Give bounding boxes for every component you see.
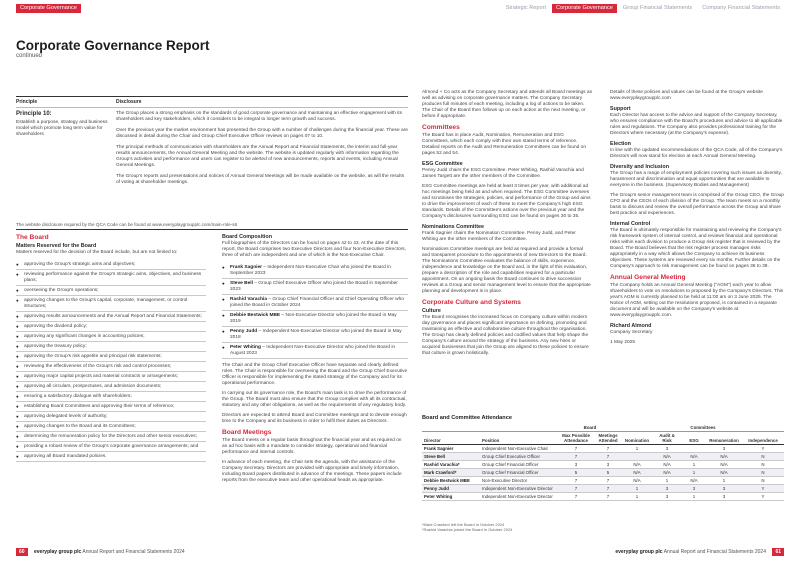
cell-value: 7 xyxy=(594,485,622,493)
cell-value: 1 xyxy=(622,493,652,501)
cell-value: 3 xyxy=(652,485,682,493)
table-row xyxy=(422,469,784,477)
diversity-paragraph: The Group's senior management team is comprised of the Group CEO, the Group CFO and the CEOs of each division of the Group. The team meets on a monthly basis to discuss and review the overall performance across the Group and share best practice and experiences. xyxy=(610,193,784,216)
director-item xyxy=(222,327,408,343)
cell-value: Y xyxy=(742,485,784,493)
director-desc: – Group Chief Executive Officer who joined the Board in September 2023 xyxy=(230,280,398,292)
list-item: ● approving the treasury policy; xyxy=(16,342,206,352)
cell-value: Y xyxy=(742,493,784,501)
director-desc: – Non-Executive Director who joined the Board in May 2019 xyxy=(230,312,397,324)
disclosure-paragraph: The Group's reports and presentations and notices of Annual General Meetings will be made available on the website, as will the results of voting at shareholder meetings. xyxy=(116,174,405,185)
cell-value: 3 xyxy=(594,461,622,469)
director-item xyxy=(222,343,408,359)
col-remuneration: Remuneration xyxy=(706,432,742,445)
disclosure-cell xyxy=(116,111,408,229)
cell-value: 1 xyxy=(622,485,652,493)
company-secretary-text: Almond + Co acts as the Company Secretary and attends all Board meetings as well as advising on corporate governance matters. The Company Secretary produces full minutes of each meeting, including a log of actions to be taken. The Chair of the Board then follows up on each action at the next meeting, or before if appropriate. xyxy=(422,90,592,119)
nominations-heading: Nominations Committee xyxy=(422,224,484,230)
cell-value: N/A xyxy=(622,461,652,469)
director-name: Steve Bell xyxy=(230,280,253,286)
agm-heading: Annual General Meeting xyxy=(610,274,686,281)
signatory-name: Richard Almond xyxy=(610,323,652,329)
attendance-notes xyxy=(422,522,512,532)
cell-value xyxy=(682,445,706,453)
cell-value: 1 xyxy=(682,461,706,469)
cell-position: Non-Executive Director xyxy=(480,477,558,485)
col-meetings-attended: Meetings Attended xyxy=(594,432,622,445)
attendance-note: *Rashid Varachia joined the Board in October 2024 xyxy=(422,527,513,533)
disclosure-paragraph: The principal methods of communication with shareholders are the Annual Report and Financial Statements, the interim and full-year results announcements, the Annual General Meeting and the website. The website is updated regularly with information regarding the Group's activities and performance and users can register to be alerted of new announcements, reports and events, including Annual General Meetings. xyxy=(116,145,399,168)
cell-value: 3 xyxy=(652,445,682,453)
col-independence: Independence xyxy=(742,432,784,445)
election-heading: Election xyxy=(610,141,631,147)
cell-value xyxy=(622,453,652,461)
list-item: ● ensuring a satisfactory dialogue with shareholders; xyxy=(16,392,206,402)
table-row xyxy=(422,453,784,461)
list-item: ● approving the Group's risk appetite and principal risk statements; xyxy=(16,352,206,362)
cell-value: 5 xyxy=(558,469,594,477)
section-heading-board: The Board xyxy=(16,234,49,241)
list-item: ● approving major capital projects and material contracts or arrangements; xyxy=(16,372,206,382)
principle-text: Establish a purpose, strategy and business model which promote long term value for shareholders xyxy=(16,120,108,137)
attendance-table xyxy=(422,424,784,501)
cell-value: 3 xyxy=(558,461,594,469)
footer-text-left xyxy=(34,548,185,556)
agm-text: The Company holds an Annual General Meeting ("AGM") each year to allow shareholders to vote on resolutions to proposed by the Company's Directors. This year's AGM is currently planned to be held at 11:00 am on 3 June 2025. The Notice of AGM, setting out the resolutions proposed, is contained in a separate document and will be available on the Company's website at www.everyplaygroupplc.com. xyxy=(610,283,784,318)
page-number-left: 60 xyxy=(16,548,28,556)
footer-brand: everyplay group plc xyxy=(34,549,82,555)
election-text: In line with the updated recommendations of the QCA Code, all of the Company's Directors will now stand for election at each Annual General Meeting. xyxy=(610,148,783,159)
signatory-role: Company Secretary xyxy=(610,330,653,335)
principle-table xyxy=(16,96,408,230)
director-item xyxy=(222,295,408,311)
cell-value: N/A xyxy=(706,453,742,461)
signatory-date: 1 May 2025 xyxy=(610,340,636,345)
list-item: ● providing a robust review of the Group's corporate governance arrangements; and xyxy=(16,442,206,452)
director-name: Penny Judd xyxy=(230,328,258,334)
policies-column xyxy=(610,90,785,350)
group-board: Board xyxy=(558,424,622,432)
board-column xyxy=(16,234,206,462)
cell-value: 7 xyxy=(594,477,622,485)
esg-paragraph: ESG Committee meetings are held at least 3 times per year, with additional ad hoc meetings being held as and when required. The ESG Committee oversees and scrutinises the strategies, policies, and performance of the Group and aims to drive the improvement of each of these to meet the Company's high ESG standards. Details of the Committee's actions over the previous year and the Company's disclosures surrounding ESG can be found on pages 30 to 35. xyxy=(422,184,591,219)
cell-director: Steve Bell xyxy=(422,453,480,461)
col-esg: ESG xyxy=(682,432,706,445)
meetings-paragraph: The Board meets on a regular basis throughout the financial year and as required on an ad hoc basis with a mandate to consider strategy, operational and financial performance and internal controls. xyxy=(222,438,402,455)
list-item: ● overseeing the Group's operations; xyxy=(16,286,206,296)
nominations-paragraph: Frank Sagnier chairs the Nomination Committee. Penny Judd, and Peter Whiting are the other members of the Committee. xyxy=(422,231,576,242)
page-title: Corporate Governance Report xyxy=(16,38,210,53)
cell-director: Rashid Varachia* xyxy=(422,461,480,469)
cell-position: Independent Non-Executive Director xyxy=(480,485,558,493)
cell-value: 5 xyxy=(594,469,622,477)
col-max-attendance: Max Possible Attendance xyxy=(558,432,594,445)
cell-value: 7 xyxy=(558,453,594,461)
matters-list xyxy=(16,260,206,462)
col-disclosure: Disclosure xyxy=(116,99,142,105)
committees-text: The Board has in place Audit, Nomination, Remuneration and ESG Committees, which each comply with their own stated terms of reference. Detailed reports on the Audit and Remuneration Committees can be found on pages 52 and 54. xyxy=(422,133,586,156)
cell-value: Y xyxy=(742,445,784,453)
cell-value: N/A xyxy=(622,477,652,485)
website-disclosure-note: The website disclosure required by the QCA Code can be found at www.everyplaygroupplc.com/main-role-s6 xyxy=(16,222,238,227)
matters-intro: Matters reserved for the decision of the Board include, but are not limited to: xyxy=(16,250,178,255)
cell-value: 3 xyxy=(706,493,742,501)
group-spacer xyxy=(422,424,558,432)
footer-text-right xyxy=(615,548,766,556)
cell-value: N/A xyxy=(652,461,682,469)
principle-row xyxy=(16,108,408,230)
director-name: Frank Sagnier xyxy=(230,264,262,270)
director-desc: – Independent Non-Executive Director who joined the Board in August 2023 xyxy=(230,344,396,356)
cell-director: Mark Crawford* xyxy=(422,469,480,477)
nominations-paragraph: Nominations Committee meetings are held as required and provide a formal and transparent procedure to the appointments of new Directors to the Board. The Nominations Committee evaluates the balance of skills, experience, independence and knowledge on the Board and, in the light of this evaluation, prepare a description of the role and capabilities required for a particular appointment. On an ongoing basis the Board continues to drive succession reviews at a Group and senior management level to ensure that the appropriate planning and development is in place. xyxy=(422,247,591,294)
cell-director: Debbie Bestwick MBE xyxy=(422,477,480,485)
attendance-note: *Mark Crawford left the Board in October 2024 xyxy=(422,522,505,527)
table-row xyxy=(422,485,784,493)
top-navigation xyxy=(0,0,800,22)
cell-value: N/A xyxy=(682,453,706,461)
tab-strategic-report[interactable]: Strategic Report xyxy=(505,5,547,11)
cell-value: 1 xyxy=(622,445,652,453)
cell-value: 1 xyxy=(682,469,706,477)
table-row xyxy=(422,493,784,501)
esg-paragraph: Penny Judd chairs the ESG Committee. Peter Whiting, Rashid Varachia and James Targett are the other members of the Committee. xyxy=(422,168,584,179)
director-name: Debbie Bestwick MBE xyxy=(230,312,281,318)
cell-value: 1 xyxy=(682,493,706,501)
tab-corporate-governance[interactable]: Corporate Governance xyxy=(552,4,617,13)
list-item: ● approving delegated levels of authority; xyxy=(16,412,206,422)
composition-paragraph: The Chair and the Group Chief Executive Officer have separate and clearly defined roles. The Chair is responsible for overseeing the Board and the Group Chief Executive Officer is responsible for implementing the stated strategy of the Company and for its operational performance. xyxy=(222,363,408,386)
list-item: ● approving any significant changes in accounting policies; xyxy=(16,332,206,342)
support-heading: Support xyxy=(610,106,631,112)
cell-value: 3 xyxy=(706,485,742,493)
tab-company-financial-statements[interactable]: Company Financial Statements xyxy=(702,5,780,11)
support-text: Each Director has access to the advice and support of the Company Secretary, who ensures compliance with the Board's procedures and advice to all applicable rules and regulations. The Company also provides professional training for the Directors where necessary (at the Company's expense). xyxy=(610,113,783,136)
section-chip: Corporate Governance xyxy=(16,4,81,13)
committees-heading: Committees xyxy=(422,124,460,131)
meetings-paragraph: In advance of each meeting, the Chair sets the agenda, with the assistance of the Company Secretary. Directors are provided with appropriate and timely information, including Board papers distributed in advance of the meetings. These papers include reports from the executive team and other operational heads as appropriate. xyxy=(222,460,402,483)
tab-group-financial-statements[interactable]: Group Financial Statements xyxy=(622,5,693,11)
director-desc: – Independent Non-Executive Director who joined the Board in May 2018 xyxy=(230,328,402,340)
internal-control-heading: Internal Control xyxy=(610,221,651,227)
principle-table-header xyxy=(16,96,408,108)
list-item: ● approving all Board mandated policies. xyxy=(16,452,206,462)
cell-value: N/A xyxy=(682,477,706,485)
culture-heading: Culture xyxy=(422,308,441,314)
director-item xyxy=(222,279,408,295)
cell-value: 1 xyxy=(652,477,682,485)
disclosure-paragraph: The Group places a strong emphasis on the standards of good corporate governance and maintaining an effective engagement with its shareholders and key stakeholders, which it considers to be integral to longer term growth and success. xyxy=(116,111,403,122)
cell-value: N/A xyxy=(706,469,742,477)
col-principle: Principle xyxy=(16,99,38,105)
col-director: Director xyxy=(422,432,480,445)
cell-director: Peter Whiting xyxy=(422,493,480,501)
meetings-heading: Board Meetings xyxy=(222,429,272,436)
diversity-paragraph: The Group has a range of employment policies covering such issues as diversity, harassment and discrimination and equal opportunities that are available to everyone in the business. (Supervisory Bodies and Management) xyxy=(610,171,782,188)
list-item: ● approving results announcements and the Annual Report and Financial Statements; xyxy=(16,312,206,322)
group-committees: Committees xyxy=(622,424,784,432)
cell-value: 7 xyxy=(594,453,622,461)
matters-heading: Matters Reserved for the Board xyxy=(16,243,97,249)
committees-column xyxy=(422,90,592,361)
cell-value: 7 xyxy=(558,477,594,485)
attendance-title: Board and Committee Attendance xyxy=(422,415,512,421)
cell-value: N/A xyxy=(652,469,682,477)
director-item xyxy=(222,263,408,279)
principle-title: Principle 10: xyxy=(16,111,52,117)
list-item: ● reviewing the effectiveness of the Group's risk and control processes; xyxy=(16,362,206,372)
list-item: ● approving the Group's strategic aims and objectives; xyxy=(16,260,206,270)
cell-value: N/A xyxy=(622,469,652,477)
director-desc: – Group Chief Financial Officer and Chief Operating Officer who joined the Board in October 2024 xyxy=(230,296,404,308)
cell-position: Group Chief Executive Officer xyxy=(480,453,558,461)
footer-report: Annual Report and Financial Statements 2024 xyxy=(82,549,185,555)
page-subtitle: continued xyxy=(16,53,43,59)
cell-value: 7 xyxy=(558,485,594,493)
cell-value: N xyxy=(742,453,784,461)
cell-position: Group Chief Financial Officer xyxy=(480,469,558,477)
internal-control-text: The Board is ultimately responsible for maintaining and reviewing the Company's risk framework system of internal control, and reviews financial and operational risks within each division to produce a Group risk register that is reviewed by the Board. The Board believes that the risk register process manages risks appropriately in a way which allows the Company to achieve its business objectives. These systems are reviewed every six months. Further details on the Company's approach to risk management can be found on pages 36 to 38. xyxy=(610,228,782,269)
director-name: Peter Whiting xyxy=(230,344,261,350)
cell-value: N xyxy=(742,461,784,469)
cell-value: N/A xyxy=(706,461,742,469)
attendance-header-row xyxy=(422,432,784,445)
section-tabs xyxy=(502,4,784,13)
director-desc: – Independent Non-Executive Chair who joined the Board in September 2023 xyxy=(230,264,391,276)
composition-text: Full biographies of the Directors can be found on pages 42 to 43. At the date of this report, the Board comprises two Executive Directors and four Non-Executive Directors, three of which are independent and one of which is the Non-Executive Chair. xyxy=(222,241,406,258)
composition-column xyxy=(222,234,408,488)
cell-value: 7 xyxy=(558,493,594,501)
attendance-group-row xyxy=(422,424,784,432)
disclosure-paragraph: Over the previous year the market environment has presented the Group with a number of challenges during the financial year. These are discussed in detail during the Chair and Group Chief Executive Officer reviews on pages 07 to 10. xyxy=(116,128,408,139)
composition-heading: Board Composition xyxy=(222,234,273,240)
col-audit-risk: Audit & Risk xyxy=(652,432,682,445)
list-item: ● determining the remuneration policy for the Directors and other senior executives; xyxy=(16,432,206,442)
cell-value: 3 xyxy=(706,445,742,453)
page-number-right: 61 xyxy=(772,548,784,556)
table-row xyxy=(422,477,784,485)
esg-heading: ESG Committee xyxy=(422,161,463,167)
cell-value: N xyxy=(742,477,784,485)
cell-value: 3 xyxy=(652,493,682,501)
col-position: Position xyxy=(480,432,558,445)
cell-director: Penny Judd xyxy=(422,485,480,493)
list-item: ● reviewing performance against the Group's strategic aims, objectives, and business plans; xyxy=(16,270,206,286)
page-footer xyxy=(0,546,800,558)
list-item: ● approving changes to the Group's capital, corporate, management, or control structures; xyxy=(16,296,206,312)
cell-position: Independent Non-Executive Chair xyxy=(480,445,558,453)
list-item: ● approving all circulars, prospectuses, and admission documents; xyxy=(16,382,206,392)
table-row xyxy=(422,445,784,453)
culture-section-heading: Corporate Culture and Systems xyxy=(422,299,521,306)
director-item xyxy=(222,311,408,327)
cell-value: N xyxy=(742,469,784,477)
col-nomination: Nomination xyxy=(622,432,652,445)
composition-paragraph: In carrying out its governance role, the Board's main task is to drive the performance of the Group. The Board must also ensure that the Group complies with all its contractual, statutory and any other obligations, as well as the requirements of any regulatory body. xyxy=(222,391,407,408)
footer-brand: everyplay group plc xyxy=(615,549,663,555)
table-row xyxy=(422,461,784,469)
diversity-heading: Diversity and Inclusion xyxy=(610,164,670,170)
cell-value: 1 xyxy=(706,477,742,485)
cell-value: 7 xyxy=(594,493,622,501)
cell-director: Frank Sagnier xyxy=(422,445,480,453)
cell-value: 7 xyxy=(594,445,622,453)
footer-report: Annual Report and Financial Statements 2024 xyxy=(663,549,766,555)
list-item: ● approving changes to the Board and its Committees; xyxy=(16,422,206,432)
directors-list xyxy=(222,263,408,359)
cell-position: Independent Non-Executive Director xyxy=(480,493,558,501)
cell-value: N/A xyxy=(652,453,682,461)
principle-cell xyxy=(16,111,116,229)
culture-text: The Board recognises the increased focus on Company culture within modern day governance and places significant importance on defining, promoting and maintaining an effective and collaborative culture throughout the organisation. The Group has clearly defined policies and codified values that help shape the Company's culture around the strategy of the business. Any new hires or acquired businesses that join the Group are aligned to these policies to ensure that culture is grown holistically. xyxy=(422,315,589,356)
cell-value: 3 xyxy=(682,485,706,493)
list-item: ● approving the dividend policy; xyxy=(16,322,206,332)
cell-value: 7 xyxy=(558,445,594,453)
director-name: Rashid Varachia xyxy=(230,296,268,302)
policies-intro: Details of these policies and values can be found at the Group's website www.everyplaygroupplc.com xyxy=(610,90,763,101)
cell-position: Group Chief Financial Officer xyxy=(480,461,558,469)
list-item: ● establishing Board Committees and approving their terms of reference; xyxy=(16,402,206,412)
composition-paragraph: Directors are expected to attend Board and Committee meetings and to devote enough time to the Company and its business in order to fulfil their duties as Directors. xyxy=(222,413,407,424)
